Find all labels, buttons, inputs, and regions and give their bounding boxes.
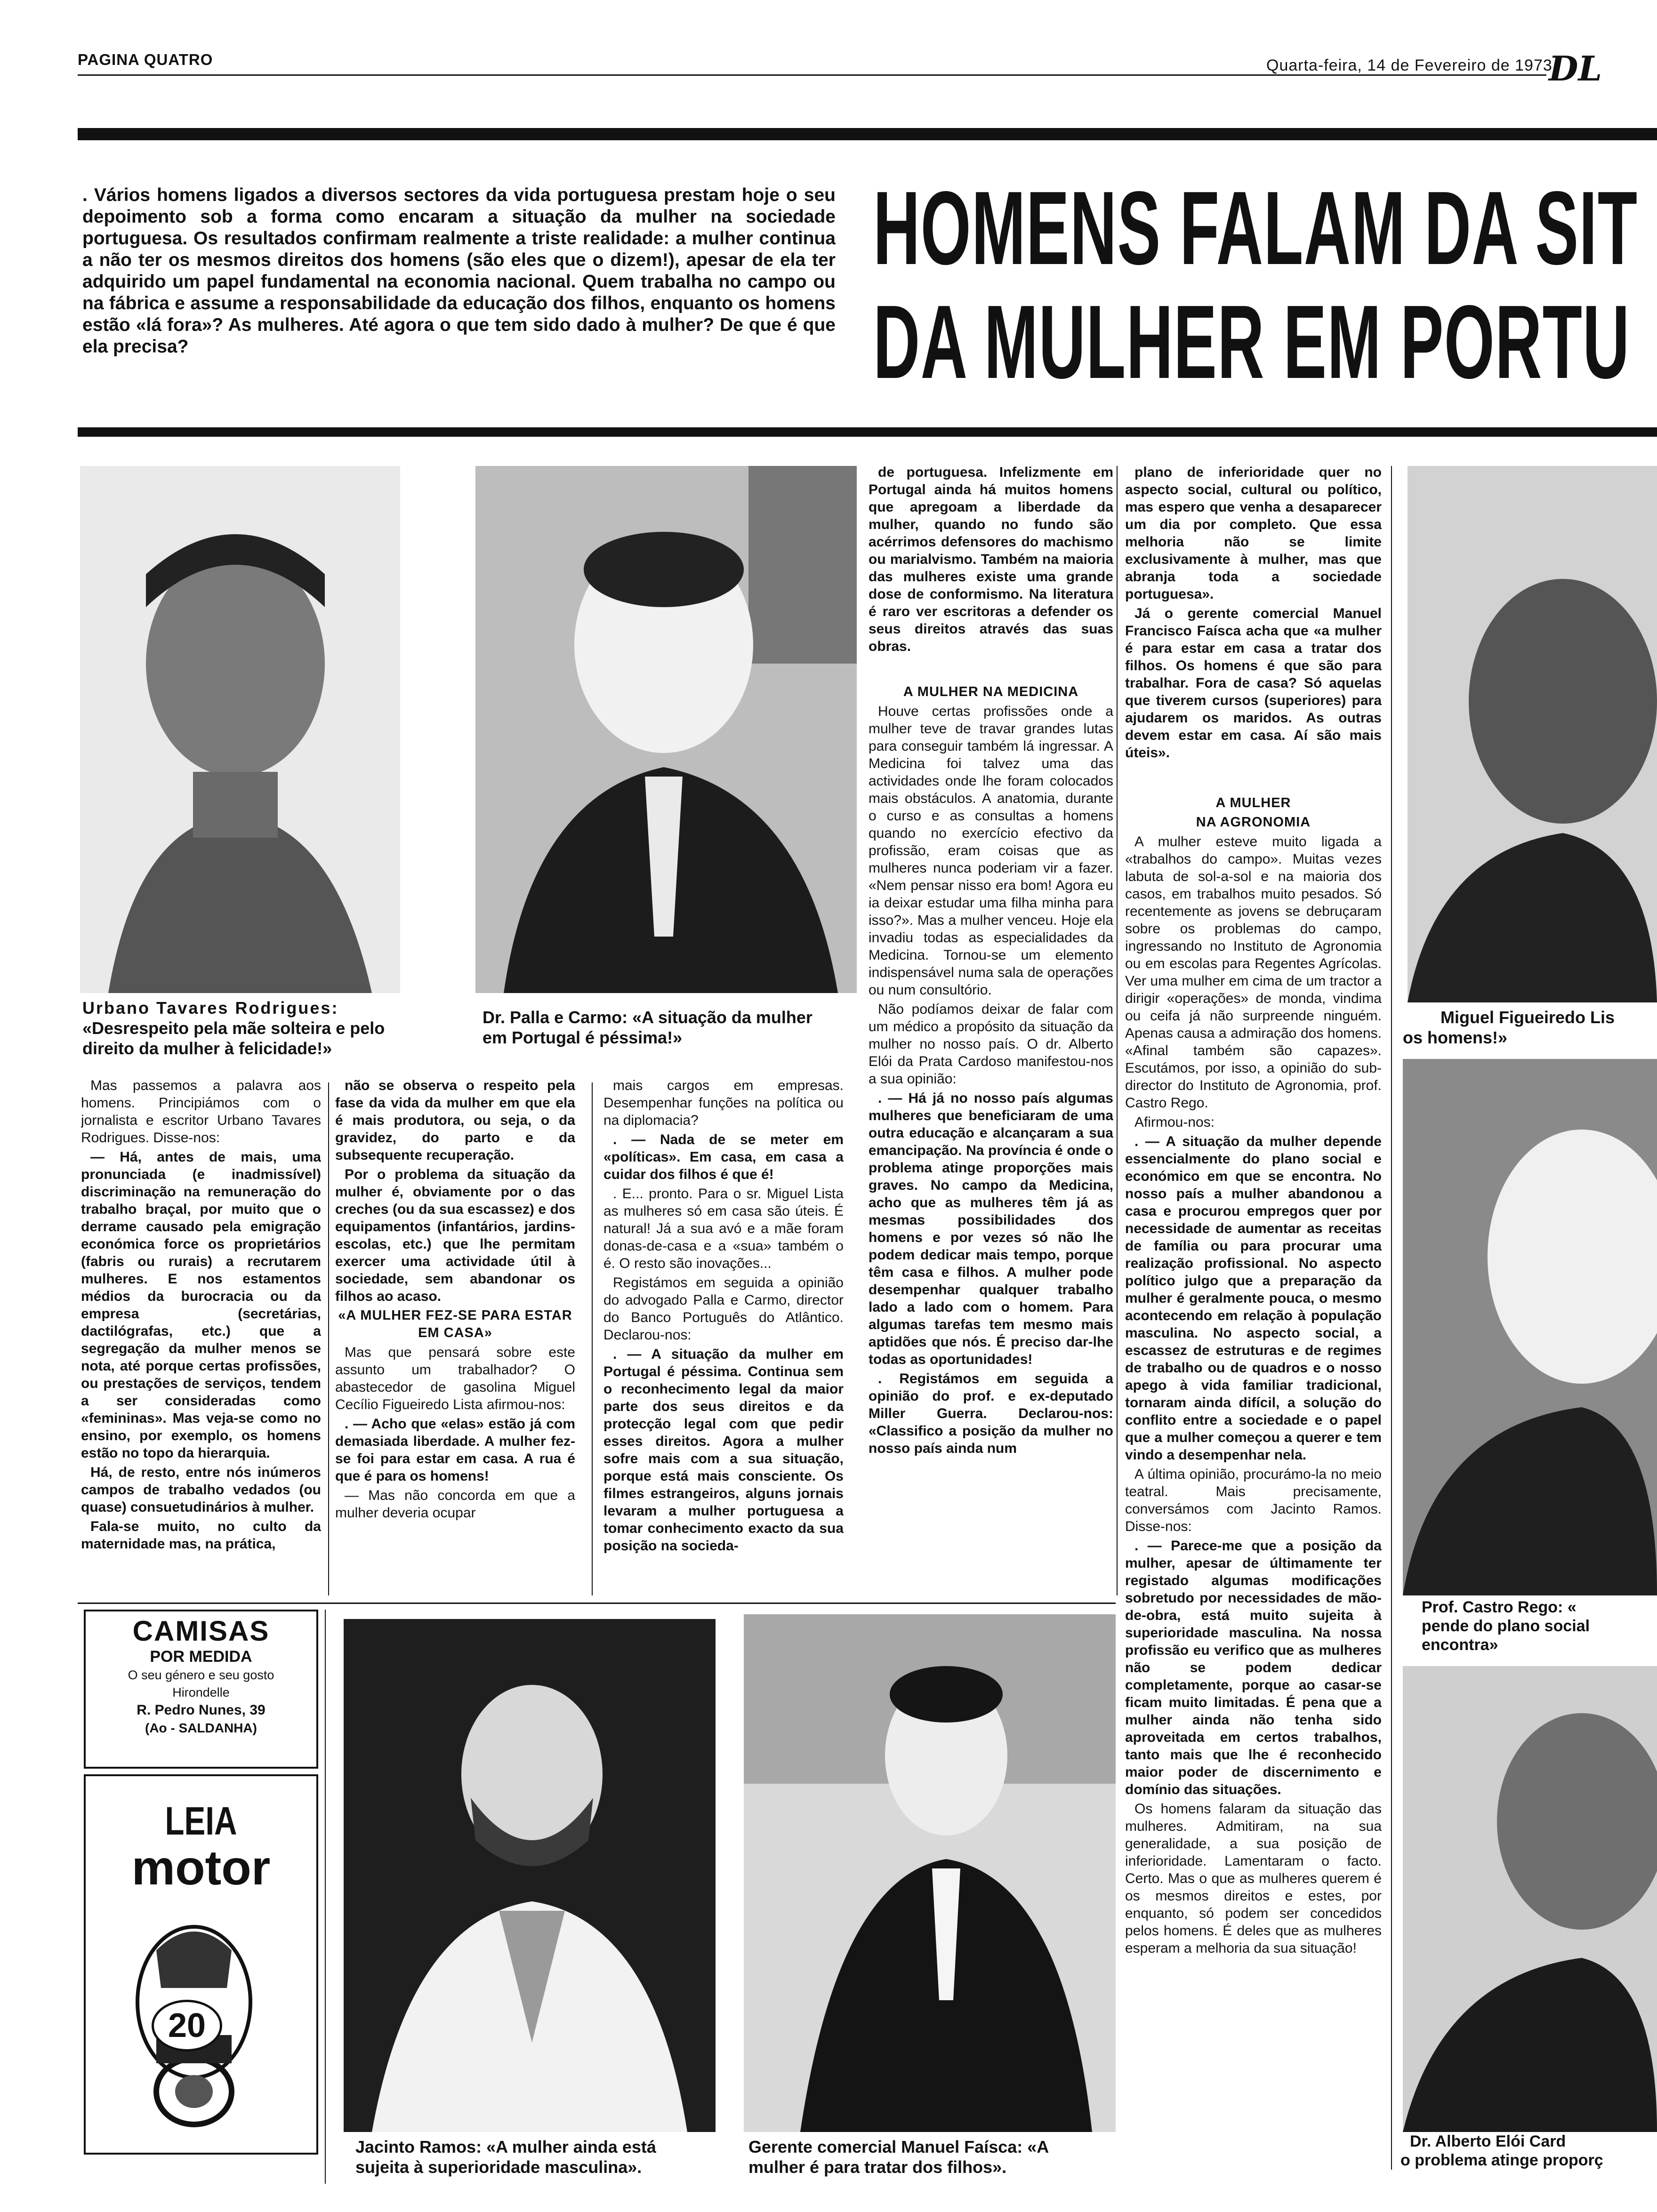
section-rule (78, 1603, 1116, 1604)
headline-line-2: DA MULHER EM PORTU (873, 284, 1630, 401)
header-rule-thin (78, 74, 1546, 76)
caption-castro-name: Prof. Castro Rego: (1422, 1598, 1563, 1616)
caption-miguel-name: Miguel Figueiredo Lis (1440, 1008, 1615, 1027)
paragraph: A última opinião, procurámo-la no meio teatral. Mais precisamente, conversámos com Jacinto Ramos. Disse-nos: (1125, 1467, 1382, 1534)
caption-urbano (82, 998, 440, 1058)
caption-castro-quote-3: encontra» (1422, 1636, 1498, 1654)
caption-jacinto-quote: «A mulher ainda está sujeita à superioridade masculina». (355, 2137, 656, 2177)
article-column-4 (869, 464, 1113, 1600)
column-rule (328, 1082, 329, 1595)
photo-jacinto-ramos (344, 1619, 716, 2132)
page-date: Quarta-feira, 14 de Fevereiro de 1973 (1266, 56, 1552, 74)
caption-palla-name: Dr. Palla e Carmo: (483, 1008, 628, 1027)
article-column-2 (335, 1077, 575, 1602)
portrait-icon (475, 466, 857, 993)
caption-palla (483, 1007, 840, 1048)
article-column-1 (81, 1077, 321, 1602)
portrait-icon (344, 1619, 716, 2132)
paragraph: não se observa o respeito pela fase da vida da mulher em que ela é mais produtora, ou seja, o da gravidez, do parto e da subsequente recuperação. (335, 1078, 575, 1163)
paragraph: Os homens falaram da situação das mulheres. Admitiram, na sua generalidade, a sua posição de inferioridade. Lamentaram o facto. Certo. Mas o que as mulheres querem é os mesmos direitos e estes, por enquanto, só podem ser concedidos pelos homens. É deles que as mulheres esperam a melhoria da sua situação! (1125, 1801, 1382, 1956)
caption-faisca (748, 2137, 1106, 2177)
caption-faisca-name: Gerente comercial Manuel Faísca: (748, 2137, 1023, 2156)
caption-eloi-name: Dr. Alberto Elói Card (1410, 2132, 1566, 2150)
intro-paragraph: . Vários homens ligados a diversos sectores da vida portuguesa prestam hoje o seu depoimento sob a forma como encaram a situação da mulher na sociedade portuguesa. Os resultados confirmam realmente a triste realidade: a mulher continua a não ter os mesmos direitos dos homens (são eles que o dizem!), apesar de ela ter adquirido um papel fundamental na economia nacional. Quem trabalha no campo ou na fábrica e assume a responsabilidade da educação dos filhos, enquanto os homens estão «lá fora»? As mulheres. Até agora o que tem sido dado à mulher? De que é que ela precisa? (82, 185, 836, 357)
photo-miguel-figueiredo-lista (1408, 466, 1657, 1002)
paragraph: Já o gerente comercial Manuel Francisco Faísca acha que «a mulher é para estar em casa a tratar dos filhos. Os homens é que são para trabalhar. Fora de casa? Só aquelas que tiverem cursos (superiores) para ajudarem os maridos. As outras devem estar em casa. Aí são mais úteis». (1125, 606, 1382, 761)
paragraph: Por o problema da situação da mulher é, obviamente por o das creches (ou da sua escassez) e dos equipamentos (infantários, jardins-escolas, etc.) que lhe permitam exercer uma actividade útil à sociedade, sem abandonar os filhos ao acaso. (335, 1167, 575, 1304)
photo-castro-rego (1403, 1059, 1657, 1595)
photo-alberto-eloi-cardoso (1403, 1666, 1657, 2132)
ad-camisas-line2: O seu género e seu gosto (128, 1668, 274, 1682)
paragraph: . — A situação da mulher em Portugal é péssima. Continua sem o reconhecimento legal da maior parte dos seus direitos e da protecção legal com que pedir esses direitos. Agora a mulher sofre mais com a sua situação, porque está mais consciente. Os filmes estrangeiros, alguns jornais levaram a mulher portuguesa a tomar conhecimento exacto da sua posição na socieda- (603, 1346, 844, 1554)
article-column-3 (603, 1077, 844, 1602)
paragraph: . — Nada de se meter em «políticas». Em casa, em casa a cuidar dos filhos é que é! (603, 1132, 844, 1182)
header-rule-thick (78, 128, 1657, 140)
caption-urbano-name: Urbano Tavares Rodrigues: (82, 998, 339, 1018)
ad-camisas (84, 1610, 318, 1769)
page-label: PAGINA QUATRO (78, 51, 213, 68)
caption-castro-quote-2: pende do plano social (1422, 1617, 1590, 1635)
paragraph: de portuguesa. Infelizmente em Portugal ainda há muitos homens que apregoam a liberdade da mulher, quando no fundo são acérrimos defensores do machismo ou marialvismo. Também na maioria das mulheres existe uma grande dose de conformismo. Na literatura é raro ver escritoras a defender os seus direitos através das suas obras. (869, 465, 1113, 654)
paragraph: Mas passemos a palavra aos homens. Principiámos com o jornalista e escritor Urbano Tavares Rodrigues. Disse-nos: (81, 1078, 321, 1146)
ad-motor-leia: LEIA (165, 1799, 237, 1843)
subheading: NA AGRONOMIA (1196, 815, 1311, 830)
paragraph: — Há, antes de mais, uma pronunciada (e inadmissível) discriminação na remuneração do trabalho braçal, por muito que o derrame causado pela emigração económica force os proprietários (fabris ou rurais) a recrutarem mulheres. E nos estamentos médios da burocracia ou da empresa (secretárias, dactilógrafas, etc.) que a segregação da mulher menos se nota, até porque certas profissões, ou prestações de serviços, tendem a ser consideradas como «femininas». Mas veja-se como no ensino, por exemplo, os homens estão no topo da hierarquia. (81, 1149, 321, 1461)
paragraph: A mulher esteve muito ligada a «trabalhos do campo». Muitas vezes labuta de sol-a-sol e na maioria dos casos, em trabalhos muito pesados. Só recentemente as jovens se debruçaram sobre os problemas do campo, ingressando no Instituto de Agronomia ou em escolas para Regentes Agrícolas. Ver uma mulher em cima de um tractor a dirigir «operações» de monda, vindima ou ceifa já não surpreende ninguém. Apenas causa a admiração dos homens. «Afinal também são capazes». Escutámos, por isso, a opinião do sub-director do Instituto de Agronomia, prof. Castro Rego. (1125, 834, 1382, 1111)
ad-camisas-line4: R. Pedro Nunes, 39 (137, 1702, 265, 1718)
caption-urbano-quote: «Desrespeito pela mãe solteira e pelo direito da mulher à felicidade!» (82, 1018, 385, 1058)
subheading: A MULHER NA MEDICINA (903, 684, 1079, 699)
article-column-5 (1125, 464, 1382, 2120)
photo-manuel-faisca (744, 1614, 1116, 2132)
ad-motor (84, 1774, 318, 2155)
caption-eloi (1400, 2132, 1657, 2170)
paragraph: . — Acho que «elas» estão já com demasiada liberdade. A mulher fez-se foi para estar em casa. A rua é que é para os homens! (335, 1416, 575, 1484)
subheading: «A MULHER FEZ-SE PARA ESTAR EM CASA» (338, 1308, 572, 1340)
paragraph: Fala-se muito, no culto da maternidade mas, na prática, (81, 1519, 321, 1552)
caption-miguel (1403, 1007, 1657, 1048)
caption-castro-quote-1: « (1567, 1598, 1577, 1616)
caption-jacinto (355, 2137, 713, 2177)
paragraph: . — Parece-me que a posição da mulher, apesar de últimamente ter registado algumas modificações sobretudo por necessidades de mão-de-obra, está muito sujeita à superioridade masculina. Na nossa profissão eu verifico que as mulheres não se podem dedicar completamente, porque ao casar-se ficam muito limitadas. É pena que a mulher ainda não tenha sido aproveitada em certos trabalhos, tanto mais que lhe é reconhecido maior poder de discernimento e domínio das situações. (1125, 1538, 1382, 1797)
caption-jacinto-name: Jacinto Ramos: (355, 2137, 482, 2156)
ad-camisas-line1: POR MEDIDA (150, 1648, 252, 1666)
ad-motor-title: motor (131, 1841, 271, 1895)
paragraph: plano de inferioridade quer no aspecto social, cultural ou político, mas espero que venha a desaparecer um dia por completo. Que essa melhoria não se limite exclusivamente à mulher, mas que abranja toda a sociedade portuguesa». (1125, 465, 1382, 602)
portrait-icon (1408, 466, 1657, 1002)
ad-camisas-title: CAMISAS (132, 1615, 270, 1647)
column-rule (1117, 466, 1118, 1595)
portrait-icon (80, 466, 400, 993)
caption-faisca-quote: «A mulher é para tratar dos filhos». (748, 2137, 1048, 2177)
paragraph: Não podíamos deixar de falar com um médico a propósito da situação da mulher no nosso país. O dr. Alberto Elói da Prata Cardoso manifestou-nos a sua opinião: (869, 1002, 1113, 1087)
ad-motor-number: 20 (152, 2000, 222, 2052)
ad-camisas-line3: Hirondelle (172, 1685, 230, 1699)
portrait-icon (744, 1614, 1116, 2132)
column-rule (592, 1082, 593, 1595)
paragraph: . Registámos em seguida a opinião do prof. e ex-deputado Miller Guerra. Declarou-nos: «Classifico a posição da mulher no nosso país ainda num (869, 1371, 1113, 1456)
column-rule (325, 1610, 326, 2184)
column-rule (1391, 466, 1392, 2170)
paragraph: Houve certas profissões onde a mulher teve de travar grandes lutas para conseguir também lá ingressar. A Medicina foi talvez uma das actividades onde lhe foram colocados mais obstáculos. A anatomia, durante o curso e as consultas a homens quando no exercício efectivo da profissão, eram coisas que as mulheres nunca poderiam vir a fazer. «Nem pensar nisso era bom! Agora eu ia deixar estudar uma filha minha para isso?». Mas a mulher venceu. Hoje ela invadiu todas as especialidades da Medicina. Tornou-se um elemento indispensável numa sala de operações ou num consultório. (869, 704, 1113, 998)
paragraph: . E... pronto. Para o sr. Miguel Lista as mulheres só em casa são úteis. É natural! Já a sua avó e a mãe foram donas-de-casa e a «sua» também o é. O resto são inovações... (603, 1186, 844, 1271)
ad-camisas-line5: (Ao - SALDANHA) (145, 1721, 257, 1735)
paragraph: Registámos em seguida a opinião do advogado Palla e Carmo, director do Banco Português do Atlântico. Declarou-nos: (603, 1275, 844, 1343)
caption-eloi-quote: o problema atinge proporç (1400, 2151, 1603, 2169)
caption-castro (1422, 1598, 1657, 1654)
paragraph: Mas que pensará sobre este assunto um trabalhador? O abastecedor de gasolina Miguel Cecílio Figueiredo Lista afirmou-nos: (335, 1345, 575, 1412)
photo-palla-e-carmo (475, 466, 857, 993)
headline-line-1: HOMENS FALAM DA SIT (873, 170, 1638, 287)
portrait-icon (1403, 1666, 1657, 2132)
paragraph: . — A situação da mulher depende essencialmente do plano social e económico em que se encontra. No nosso país a mulher abandonou a casa e procurou empregos quer por necessidade de aumentar as receitas de família ou para procurar uma realização profissional. No aspecto político julgo que a preparação da mulher é geralmente pouca, o mesmo acontecendo em relação à população masculina. No aspecto social, a escassez de estruturas e de regimes de trabalho ou de quadros e o nosso apego à vida familiar tradicional, tornaram ainda difícil, a solução do conflito entre a sociedade e o papel que a mulher começou a querer e tem vindo a desempenhar nela. (1125, 1134, 1382, 1463)
headline-rule (78, 427, 1657, 437)
caption-palla-quote: «A situação da mulher em Portugal é péssima!» (483, 1008, 812, 1047)
photo-urbano-tavares-rodrigues (80, 466, 400, 993)
paragraph: — Mas não concorda em que a mulher deveria ocupar (335, 1488, 575, 1521)
caption-miguel-quote: os homens!» (1403, 1028, 1508, 1047)
newspaper-logo: DL (1549, 48, 1602, 88)
paragraph: . — Há já no nosso país algumas mulheres que beneficiaram de uma outra educação e alcançaram a sua emancipação. Na província é onde o problema atinge proporções mais graves. No campo da Medicina, acho que as mulheres têm já as mesmas possibilidades dos homens e por vezes só não lhe podem dedicar mais tempo, porque têm casa e filhos. A mulher pode desempenhar qualquer trabalho lado a lado com o homem. Para algumas tarefas tem mesmo mais aptidões que nós. É preciso dar-lhe todas as oportunidades! (869, 1090, 1113, 1367)
paragraph: mais cargos em empresas. Desempenhar funções na política ou na diplomacia? (603, 1078, 844, 1128)
paragraph: Há, de resto, entre nós inúmeros campos de trabalho vedados (ou quase) consuetudinários à mulher. (81, 1465, 321, 1515)
subheading: A MULHER (1215, 795, 1291, 810)
paragraph: Afirmou-nos: (1134, 1114, 1215, 1130)
portrait-icon (1403, 1059, 1657, 1595)
